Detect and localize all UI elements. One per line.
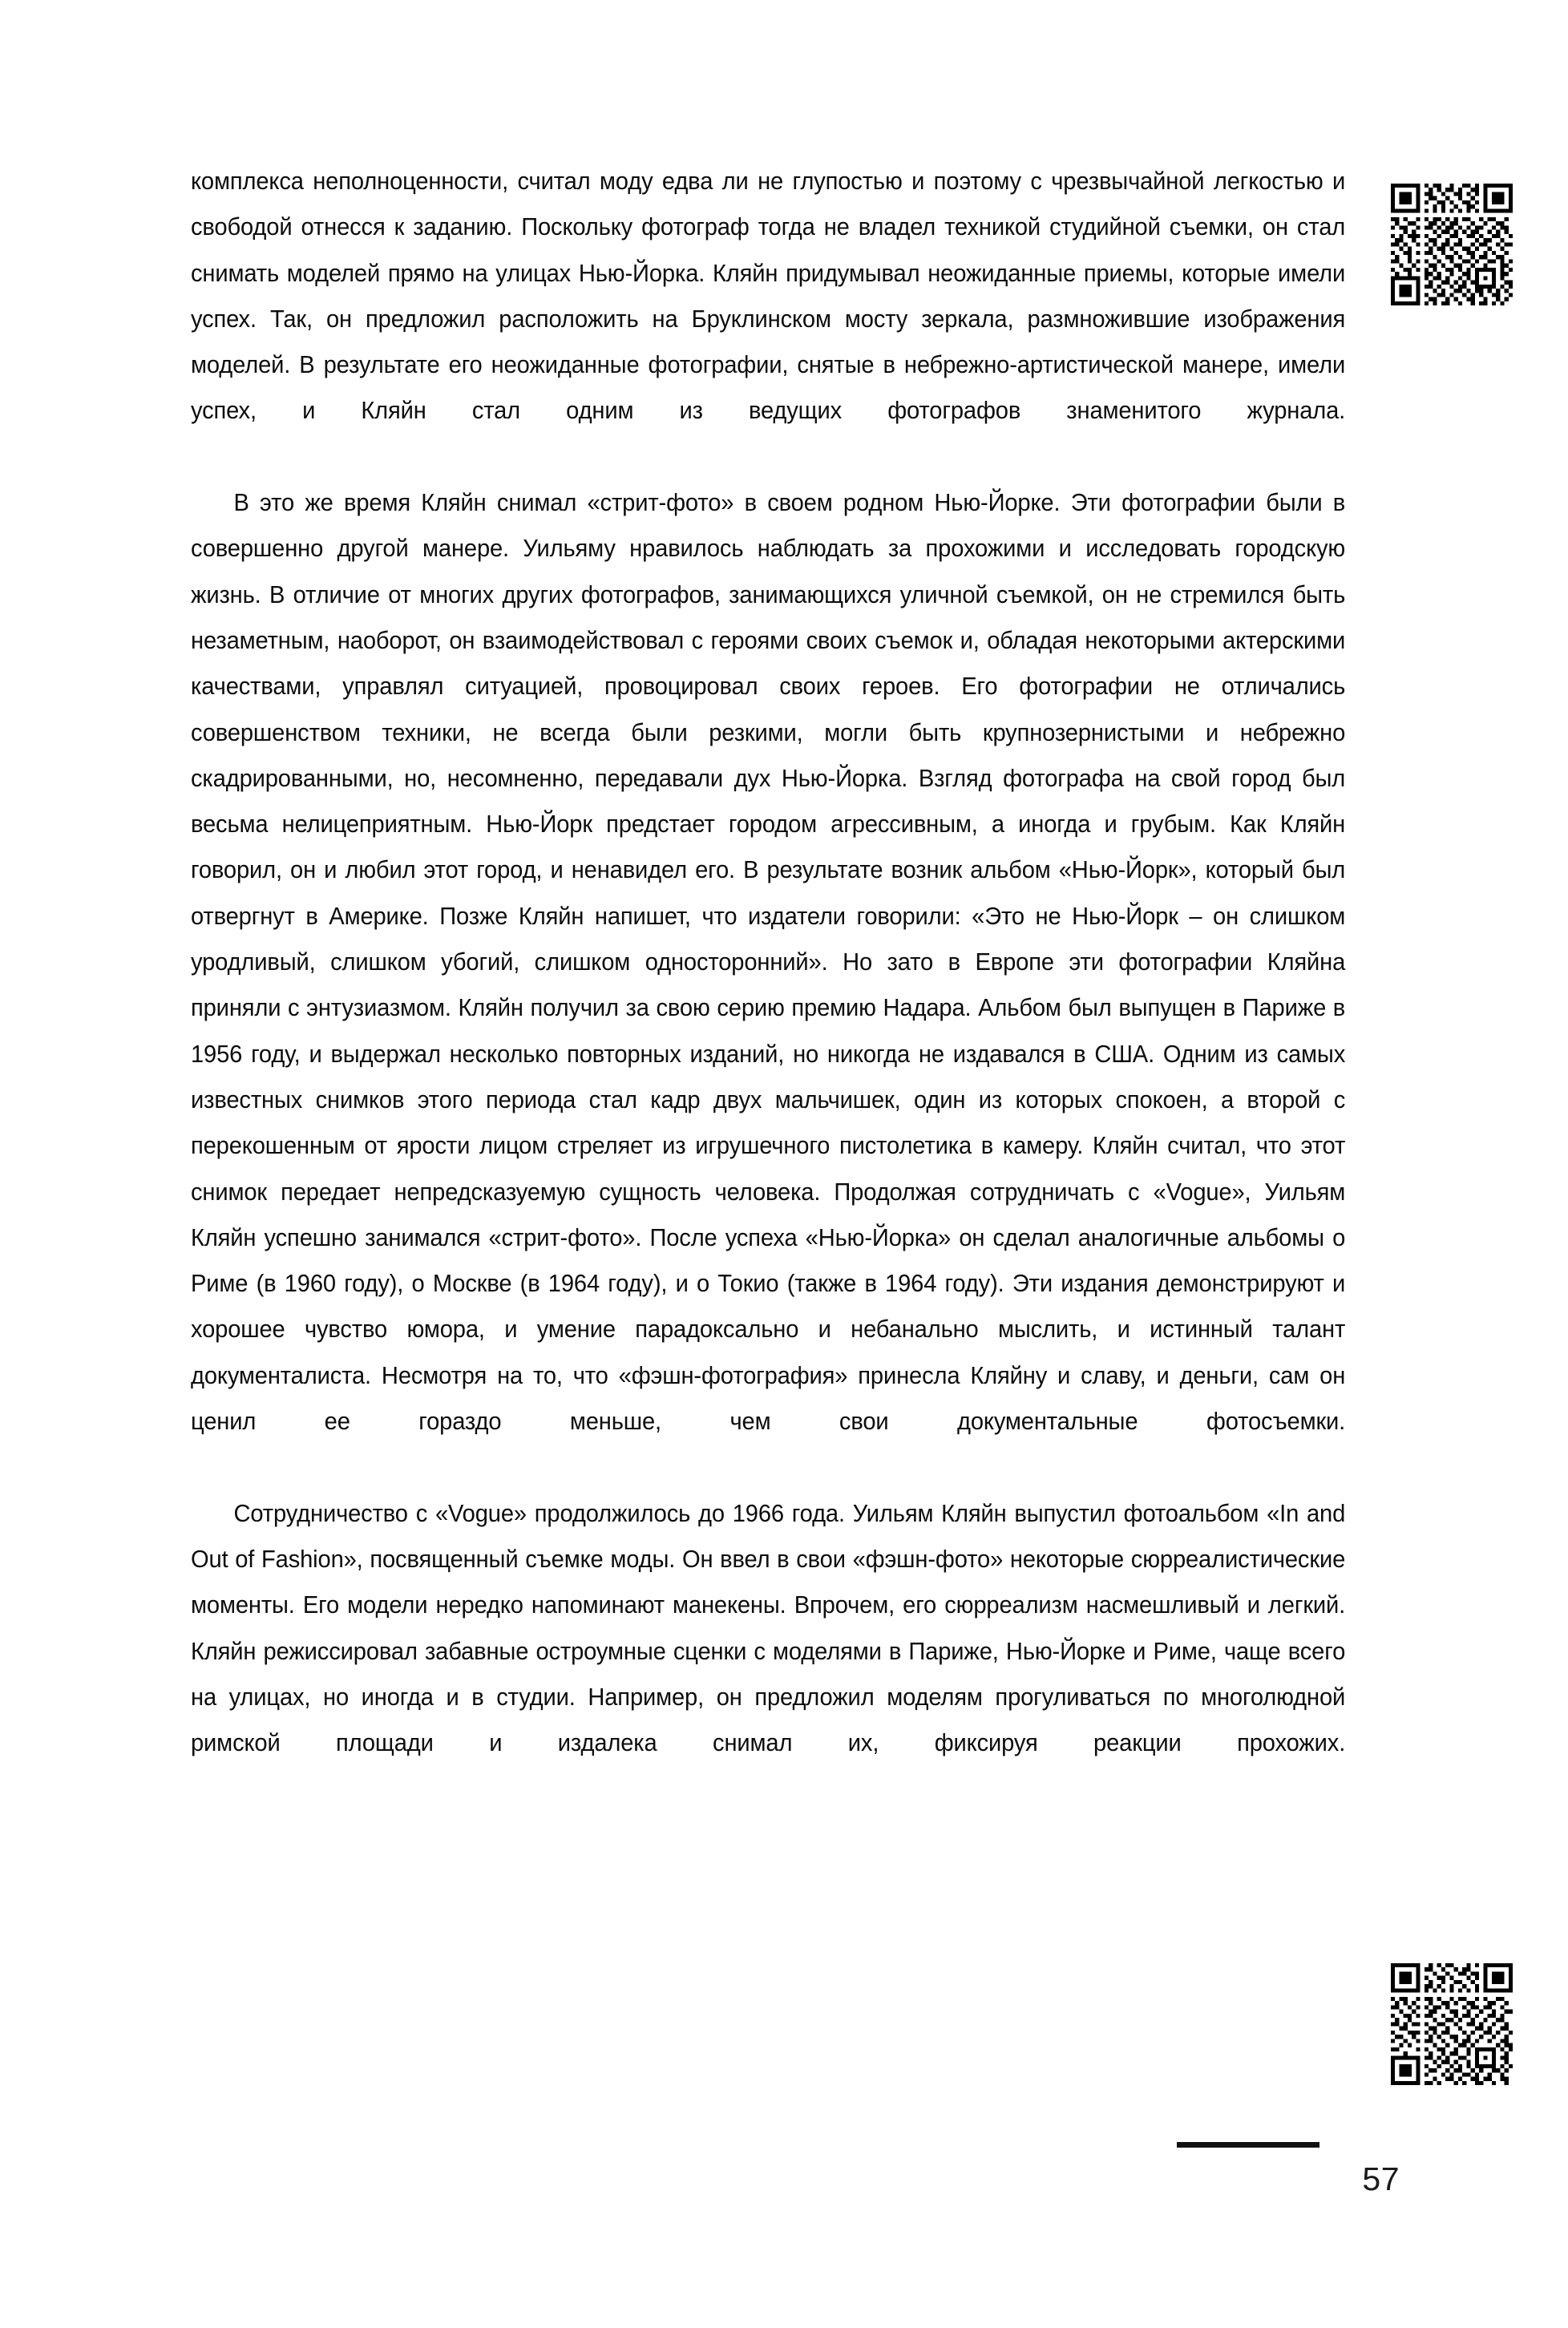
page-footer	[191, 2142, 1400, 2254]
paragraph-street-photo: В это же время Кляйн снимал «стрит-фото» в своем родном Нью-Йорке. Эти фотографии были в совершенно другой манере. Уильяму нравилось наблюдать за прохожими и исследовать городскую жизнь. В отличие от многих других фотографов, занимающихся уличной съемкой, он не стремился быть незаметным, наоборот, он взаимодействовал с героями своих съемок и, обладая некоторыми актерскими качествами, управлял ситуацией, провоцировал своих героев. Его фотографии не отличались совершенством техники, не всегда были резкими, могли быть крупнозернистыми и небрежно скадрированными, но, несомненно, передавали дух Нью-Йорка. Взгляд фотографа на свой город был весьма нелицеприятным. Нью-Йорк предстает городом агрессивным, а иногда и грубым. Как Кляйн говорил, он и любил этот город, и ненавидел его. В результате возник альбом «Нью-Йорк», который был отвергнут в Америке. Позже Кляйн напишет, что издатели говорили: «Это не Нью-Йорк – он слишком уродливый, слишком убогий, слишком односторонний». Но зато в Европе эти фотографии Кляйна приняли с энтузиазмом. Кляйн получил за свою серию премию Надара. Альбом был выпущен в Париже в 1956 году, и выдержал несколько повторных изданий, но никогда не издавался в США. Одним из самых известных снимков этого периода стал кадр двух мальчишек, один из которых спокоен, а второй с перекошенным от ярости лицом стреляет из игрушечного пистолетика в камеру. Кляйн считал, что этот снимок передает непредсказуемую сущность человека. Продолжая сотрудничать с «Vogue», Уильям Кляйн успешно занимался «стрит-фото». После успеха «Нью-Йорка» он сделал аналогичные альбомы о Риме (в 1960 году), о Москве (в 1964 году), и о Токио (также в 1964 году). Эти издания демонстрируют и хорошее чувство юмора, и умение парадоксально и небанально мыслить, и истинный талант документалиста. Несмотря на то, что «фэшн-фотография» принесла Кляйну и славу, и деньги, сам он ценил ее гораздо меньше, чем свои документальные фотосъемки.	[191, 489, 1346, 1436]
qr-code-top	[1391, 184, 1513, 305]
page-number: 57	[1362, 2160, 1400, 2197]
text-column	[191, 159, 1400, 1813]
qr-code-bottom	[1391, 1963, 1513, 2085]
paragraph-vogue-1966: Сотрудничество с «Vogue» продолжилось до 1966 года. Уильям Кляйн выпустил фотоальбом «In and Out of Fashion», посвященный съемке моды. Он ввел в свои «фэшн-фото» некоторые сюрреалистические моменты. Его модели нередко напоминают манекены. Впрочем, его сюрреализм насмешливый и легкий. Кляйн режиссировал забавные остроумные сценки с моделями в Париже, Нью-Йорке и Риме, чаще всего на улицах, но иногда и в студии. Например, он предложил моделям прогуливаться по многолюдной римской площади и издалека снимал их, фиксируя реакции прохожих.	[191, 1499, 1346, 1757]
footer-rule	[1177, 2142, 1319, 2148]
paragraph-continued: комплекса неполноценности, считал моду едва ли не глупостью и поэтому с чрезвычайной легкостью и свободой отнесся к заданию. Поскольку фотограф тогда не владел техникой студийной съемки, он стал снимать моделей прямо на улицах Нью-Йорка. Кляйн придумывал неожиданные приемы, которые имели успех. Так, он предложил расположить на Бруклинском мосту зеркала, размножившие изображения моделей. В результате его неожиданные фотографии, снятые в небрежно-артистической манере, имели успех, и Кляйн стал одним из ведущих фотографов знаменитого журнала.	[191, 168, 1346, 425]
